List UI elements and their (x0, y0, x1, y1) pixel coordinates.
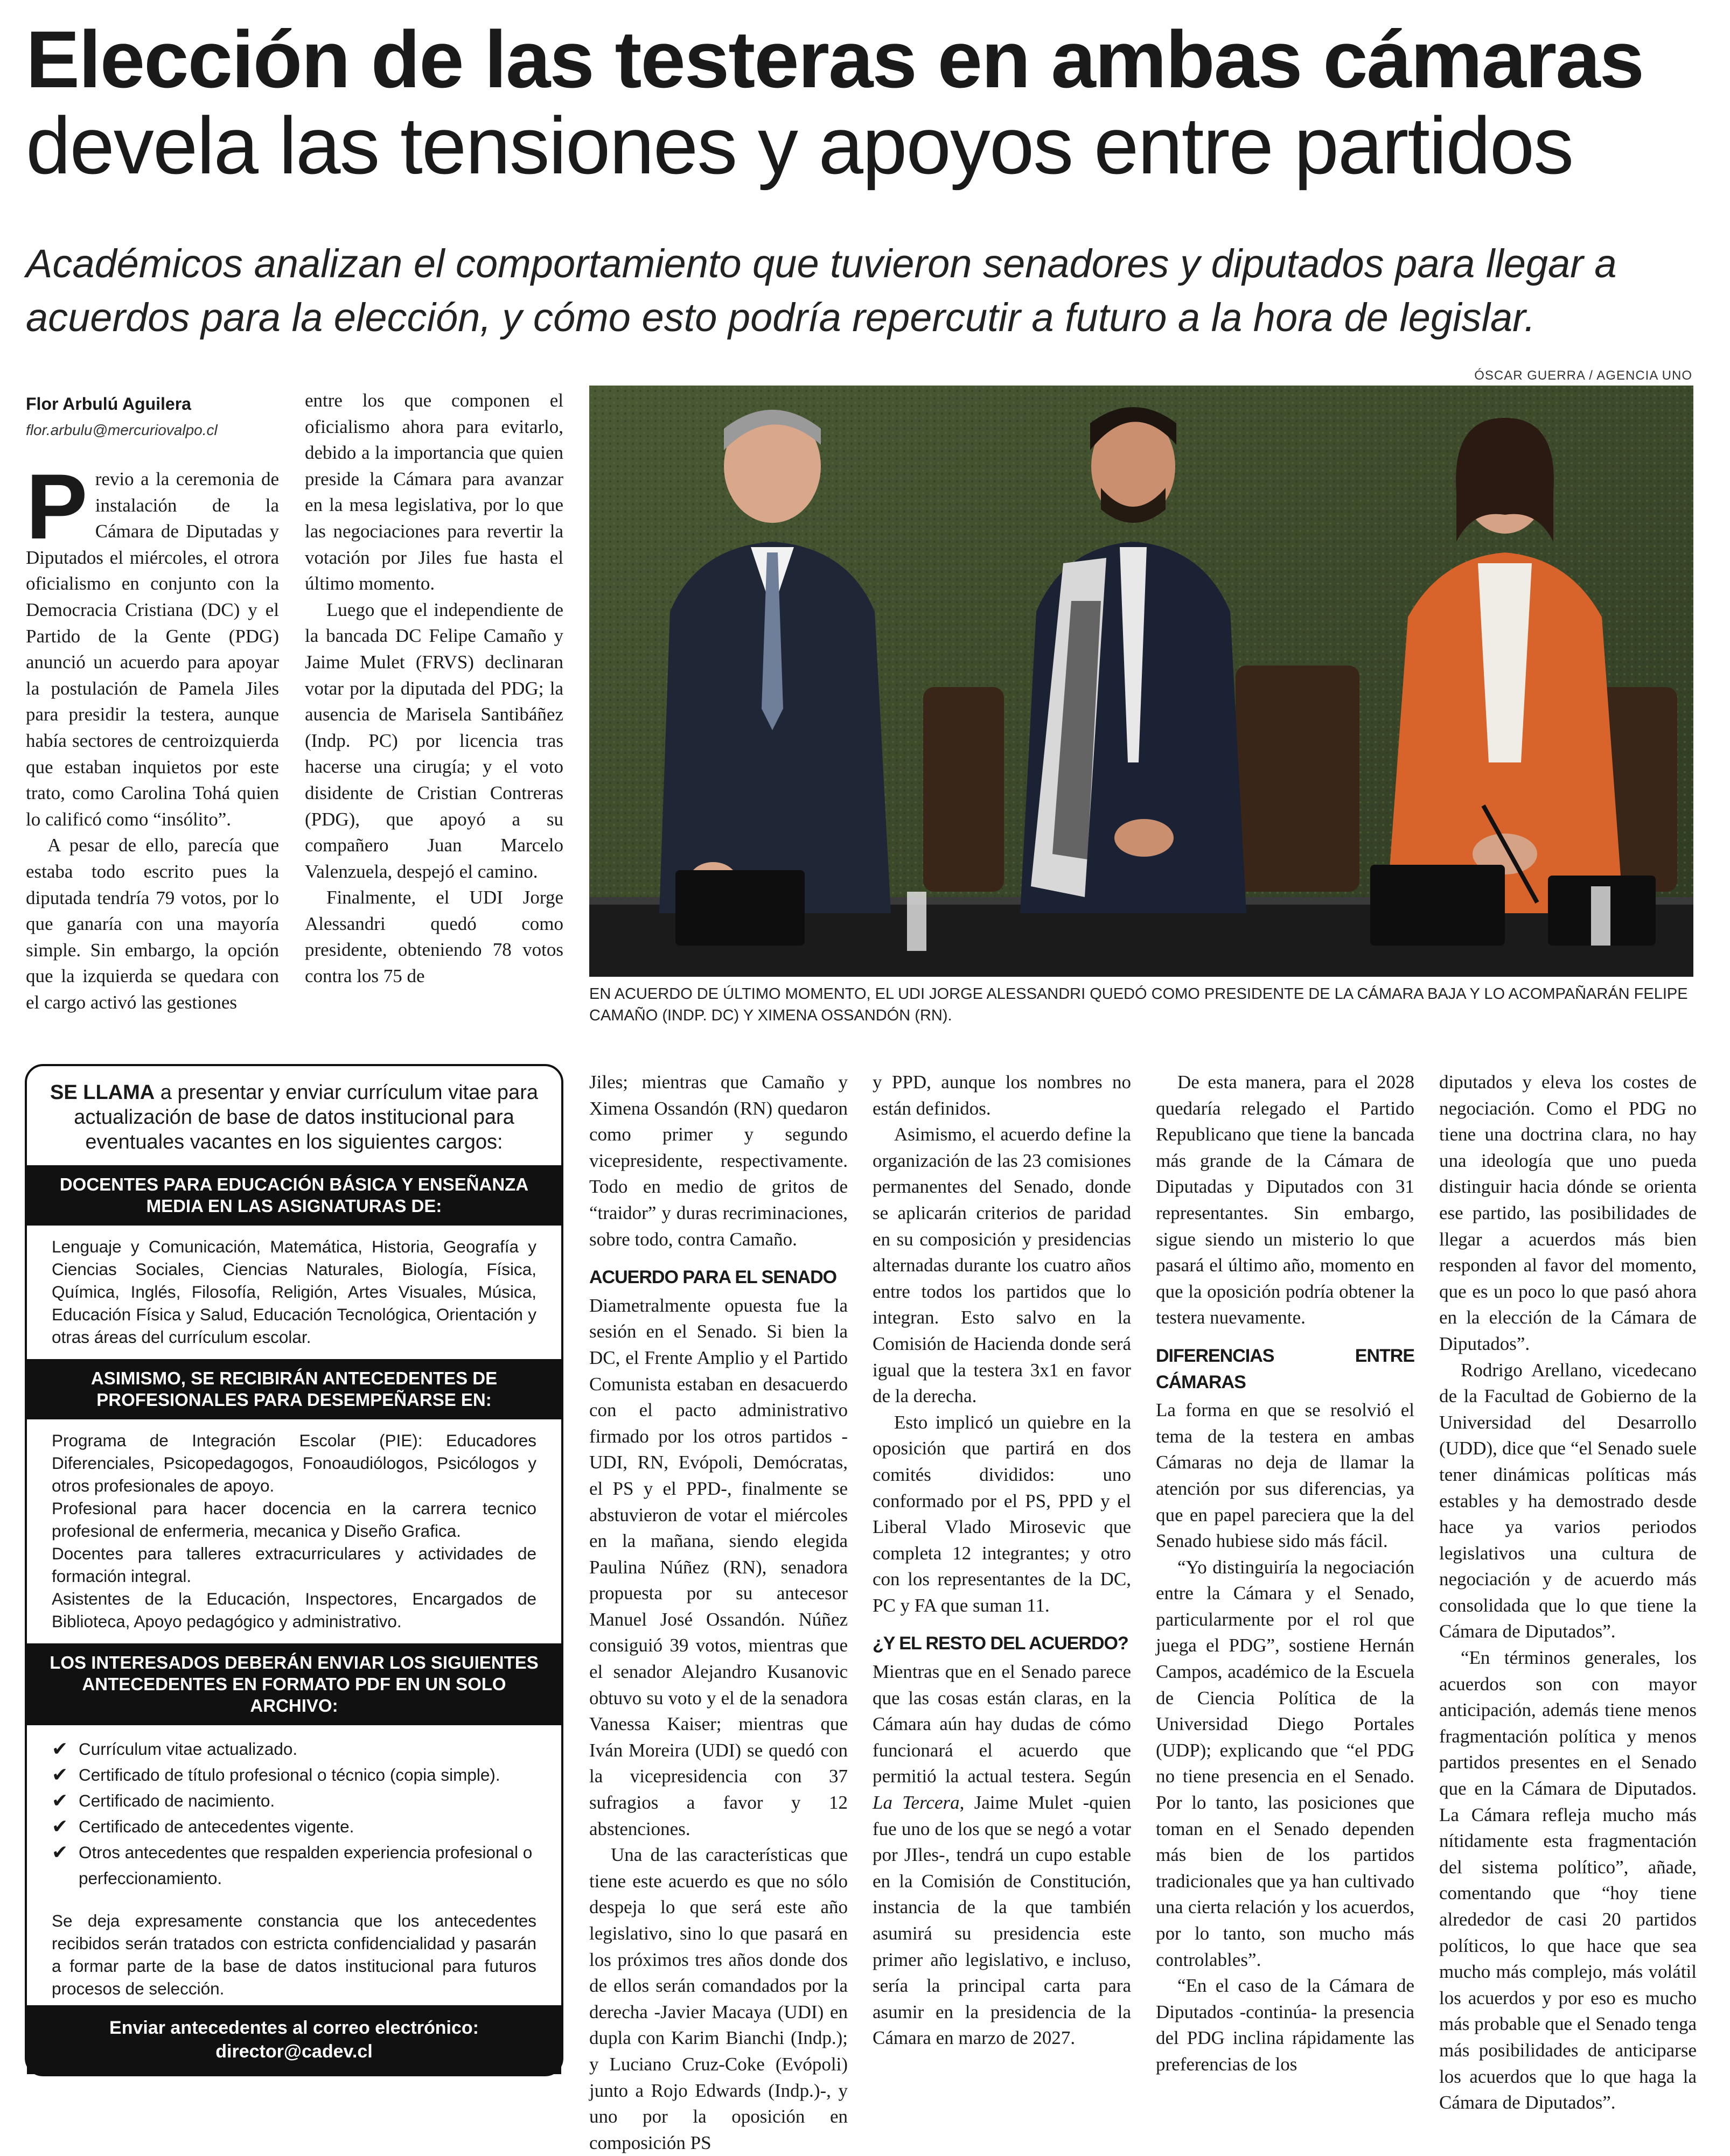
ad-intro (27, 1066, 561, 1165)
check-icon: ✔ (52, 1738, 68, 1760)
ad-document-item (52, 1788, 536, 1814)
job-advertisement (25, 1064, 563, 2076)
photo-illustration (589, 386, 1693, 977)
ad-footer-label: Enviar antecedentes al correo electrónico: (109, 2018, 479, 2038)
paragraph: y PPD, aunque los nombres no están definidos. (873, 1072, 1131, 1119)
paragraph: A pesar de ello, parecía que estaba todo escrito pues la diputada tendría 79 votos, por lo que ganaría con una mayoría simple. Sin embargo, la opción que la izquierda se quedara con el cargo activó las gestiones (26, 835, 279, 1013)
text-run: , Jaime Mulet -quien fue uno de los que se negó a votar por JIles-, tendrá un cupo estable en la Comisión de Constitución, instancia de la que también asumirá su presidencia este primer año legislativo, e incluso, sería la principal carta para asumir en la presidencia de la Cámara en marzo de 2027. (873, 1792, 1132, 2049)
subhead-diferencias: DIFERENCIAS ENTRE CÁMARAS (1156, 1345, 1414, 1392)
ad-document-text: Certificado de antecedentes vigente. (79, 1817, 354, 1836)
article-column-1 (26, 455, 279, 1016)
paragraph: Una de las características que tiene este acuerdo es que no sólo despeja lo que será este año legislativo, sino lo que pasará en los próximos tres años donde dos de ellos serán comandados por la derecha -Javier Macaya (UDI) en dupla con Karim Bianchi (Indp.); y Luciano Cruz-Coke (Evópoli) junto a Rojo Edwards (Indp.)-, y uno por la oposición en composición PS (589, 1844, 848, 2153)
ad-band-requirements: LOS INTERESADOS DEBERÁN ENVIAR LOS SIGUIENTES ANTECEDENTES EN FORMATO PDF EN UN SOLO ARCHIVO: (27, 1643, 561, 1725)
paragraph: Luego que el independiente de la bancada DC Felipe Camaño y Jaime Mulet (FRVS) declinaran votar por la diputada del PDG; la ausencia de Marisela Santibáñez (Indp. PC) por licencia tras hacerse una cirugía; y el voto disidente de Cristian Contreras (PDG), que apoyó a su compañero Juan Marcelo Valenzuela, despejó el camino. (305, 599, 563, 882)
headline (26, 14, 1706, 191)
subhead-senado: ACUERDO PARA EL SENADO (589, 1267, 837, 1288)
paragraph: revio a la ceremonia de instalación de la Cámara de Diputadas y Diputados el miércoles, el otrora oficialismo en conjunto con la Democracia Cristiana (DC) y el Partido de la Gente (PDG) anunció un acuerdo para apoyar la postulación de Pamela Jiles para presidir la testera, aunque había sectores de centroizquierda que estaban inquietos por este trato, como Carolina Tohá quien lo calificó como “insólito”. (26, 468, 279, 830)
ad-document-item (52, 1814, 536, 1839)
ad-prof-item: Profesional para hacer docencia en la carrera tecnico profesional de enfermeria, mecanica y Diseño Grafica. (52, 1499, 536, 1541)
newspaper-name: La Tercera (873, 1792, 960, 1814)
ad-prof-item: Docentes para talleres extracurriculares y actividades de formación integral. (52, 1544, 536, 1586)
author-email[interactable]: flor.arbulu@mercuriovalpo.cl (26, 422, 218, 438)
subhead-resto: ¿Y EL RESTO DEL ACUERDO? (873, 1633, 1128, 1654)
paragraph: De esta manera, para el 2028 quedaría relegado el Partido Republicano que tiene la bancada más grande de la Cámara de Diputadas y Diputados con 31 representantes. Sin embargo, sigue siendo un misterio lo que pasará el último año, momento en que la oposición podría obtener la testera nuevamente. (1156, 1072, 1414, 1328)
ad-footer-email[interactable]: director@cadev.cl (215, 2041, 373, 2062)
article-column-4 (873, 1069, 1131, 2082)
paragraph: diputados y eleva los costes de negociación. Como el PDG no tiene una doctrina clara, no hay una ideología que uno pueda distinguir hacia dónde se orienta ese partido, las posibilidades de llegar a acuerdos más bien responden al favor del momento, que es un poco lo que pasó ahora en la elección de la Cámara de Diputados”. (1439, 1072, 1697, 1354)
ad-document-text: Certificado de nacimiento. (79, 1791, 275, 1810)
paragraph (873, 1659, 1131, 2052)
ad-professionals (27, 1419, 561, 1643)
parliament-photo (589, 386, 1693, 977)
paragraph: La forma en que se resolvió el tema de la testera en ambas Cámaras no deja de llamar la atención por sus diferencias, ya que en papel pareciera que la del Senado hubiese sido más fácil. (1156, 1399, 1414, 1552)
paragraph: Finalmente, el UDI Jorge Alessandri quedó como presidente, obteniendo 78 votos contra los 75 de (305, 887, 563, 987)
headline-line-2: devela las tensiones y apoyos entre partidos (26, 100, 1573, 191)
paragraph: Diametralmente opuesta fue la sesión en el Senado. Si bien la DC, el Frente Amplio y el Partido Comunista estaban en desacuerdo con el pacto administrativo firmado por los otros partidos -UDI, RN, Evópoli, Demócratas, el PS y el PPD-, finalmente se abstuvieron de votar el miércoles en la mañana, siendo elegida Paulina Núñez (RN), senadora propuesta por su antecesor Manuel José Ossandón. Núñez consiguió 39 votos, mientras que el senador Alejandro Kusanovic obtuvo su voto y el de la senadora Vanessa Kaiser; mientras que Iván Moreira (UDI) se quedó con la vicepresidencia con 37 sufragios a favor y 12 abstenciones. (589, 1294, 848, 1839)
paragraph: “En el caso de la Cámara de Diputados -continúa- la presencia del PDG inclina rápidamente las preferencias de los (1156, 1975, 1414, 2075)
paragraph: Jiles; mientras que Camaño y Ximena Ossandón (RN) quedaron como primer y segundo vicepresidente, respectivamente. Todo en medio de gritos de “traidor” y duras recriminaciones, sobre todo, contra Camaño. (589, 1072, 848, 1250)
paragraph: “Yo distinguiría la negociación entre la Cámara y el Senado, particularmente por el rol que juega el PDG”, sostiene Hernán Campos, académico de la Escuela de Ciencia Política de la Universidad Diego Portales (UDP); explicando que “el PDG no tiene presencia en el Senado. Por lo tanto, las posiciones que toman en el Senado dependen más bien de los partidos tradicionales que ya han cultivado una cierta relación y los acuerdos, por lo tanto, son mucho más controlables”. (1156, 1556, 1414, 1970)
ad-document-list (27, 1725, 561, 1900)
byline (26, 394, 295, 439)
ad-document-item (52, 1736, 536, 1762)
ad-confidentiality: Se deja expresamente constancia que los antecedentes recibidos serán tratados con estricta confidencialidad y pasarán a formar parte de la base de datos institucional para futuros procesos de selección. (52, 1911, 536, 1998)
ad-prof-item: Programa de Integración Escolar (PIE): Educadores Diferenciales, Psicopedagogos, Fonoaudiólogos, Psicólogos y otros profesionales de apoyo. (52, 1431, 536, 1495)
photo-caption: EN ACUERDO DE ÚLTIMO MOMENTO, EL UDI JORGE ALESSANDRI QUEDÓ COMO PRESIDENTE DE LA CÁMARA BAJA Y LO ACOMPAÑARÁN FELIPE CAMAÑO (INDP. DC) Y XIMENA OSSANDÓN (RN). (589, 985, 1688, 1024)
check-icon: ✔ (52, 1763, 68, 1786)
text-run: Mientras que en el Senado parece que las cosas están claras, en la Cámara aún hay dudas de cómo funcionará el acuerdo que permitió la actual testera. Según (873, 1661, 1131, 1787)
ad-prof-item: Asistentes de la Educación, Inspectores, Encargados de Biblioteca, Apoyo pedagógico y administrativo. (52, 1589, 536, 1631)
check-icon: ✔ (52, 1815, 68, 1837)
headline-line-1: Elección de las testeras en ambas cámaras (26, 14, 1644, 104)
ad-document-item (52, 1762, 536, 1788)
article-column-2 (305, 388, 563, 1016)
author-name: Flor Arbulú Aguilera (26, 394, 191, 414)
ad-band-teachers: DOCENTES PARA EDUCACIÓN BÁSICA Y ENSEÑANZA MEDIA EN LAS ASIGNATURAS DE: (27, 1165, 561, 1226)
ad-footer (27, 2005, 561, 2074)
ad-document-text: Currículum vitae actualizado. (79, 1739, 298, 1759)
deck: Académicos analizan el comportamiento que tuvieron senadores y diputados para llegar a acuerdos para la elección, y cómo esto podría repercutir a futuro a la hora de legislar. (26, 241, 1617, 340)
ad-band-professionals: ASIMISMO, SE RECIBIRÁN ANTECEDENTES DE PROFESIONALES PARA DESEMPEÑARSE EN: (27, 1359, 561, 1419)
ad-document-text: Otros antecedentes que respalden experiencia profesional o perfeccionamiento. (79, 1843, 533, 1888)
paragraph: Rodrigo Arellano, vicedecano de la Facultad de Gobierno de la Universidad del Desarrollo (UDD), dice que “el Senado suele tener dinámicas políticas más estables y ha demostrado desde hace ya varios periodos legislativos una cultura de negociación y de acuerdo más consolidada que lo que tiene la Cámara de Diputados”. (1439, 1359, 1697, 1642)
ad-document-text: Certificado de título profesional o técnico (copia simple). (79, 1765, 500, 1784)
ad-intro-bold: SE LLAMA (50, 1081, 155, 1104)
ad-document-item (52, 1839, 536, 1891)
article-column-3 (589, 1069, 848, 2153)
article-column-6 (1439, 1069, 1697, 2113)
drop-cap: P (26, 455, 88, 558)
check-icon: ✔ (52, 1841, 68, 1863)
paragraph: Asimismo, el acuerdo define la organización de las 23 comisiones permanentes del Senado, donde se aplicarán criterios de paridad en su composición y presidencias alternadas durante los cuatro años entre todos los partidos que lo integran. Esto salvo en la Comisión de Hacienda donde será igual que la testera 3x1 en favor de la derecha. (873, 1124, 1131, 1407)
paragraph: entre los que componen el oficialismo ahora para evitarlo, debido a la importancia que quien preside la Cámara para avanzar en la mesa legislativa, por lo que las negociaciones para revertir la votación por Jiles fue hasta el último momento. (305, 390, 563, 594)
paragraph: Esto implicó un quiebre en la oposición que partirá en dos comités divididos: uno conformado por el PS, PPD y el Liberal Vlado Mirosevic que completa 12 integrantes; y otro con los representantes de la DC, PC y FA que suman 11. (873, 1411, 1131, 1616)
photo-credit: ÓSCAR GUERRA / AGENCIA UNO (1474, 368, 1692, 383)
paragraph: “En términos generales, los acuerdos son con mayor anticipación, además tiene menos fragmentación política y menos partidos presentes en el Senado que en la Cámara de Diputados. La Cámara refleja mucho más nítidamente esta fragmentación del sistema político”, añade, comentando que “hoy tiene alrededor de casi 20 partidos políticos, lo que hace que sea mucho más complejo, más volátil los acuerdos y por eso es mucho más probable que el Senado tenga más posibilidades de anticiparse los acuerdos que lo que haga la Cámara de Diputados”. (1439, 1647, 1697, 2113)
check-icon: ✔ (52, 1789, 68, 1811)
ad-subjects: Lenguaje y Comunicación, Matemática, Historia, Geografía y Ciencias Sociales, Ciencias Naturales, Biología, Física, Química, Inglés, Filosofía, Religión, Artes Visuales, Música, Educación Física y Salud, Educación Tecnológica, Orientación y otras áreas del currículum escolar. (52, 1237, 536, 1347)
article-column-5 (1156, 1069, 1414, 2082)
ad-intro-text: a presentar y enviar currículum vitae para actualización de base de datos institucional para eventuales vacantes en los siguientes cargos: (74, 1081, 538, 1153)
